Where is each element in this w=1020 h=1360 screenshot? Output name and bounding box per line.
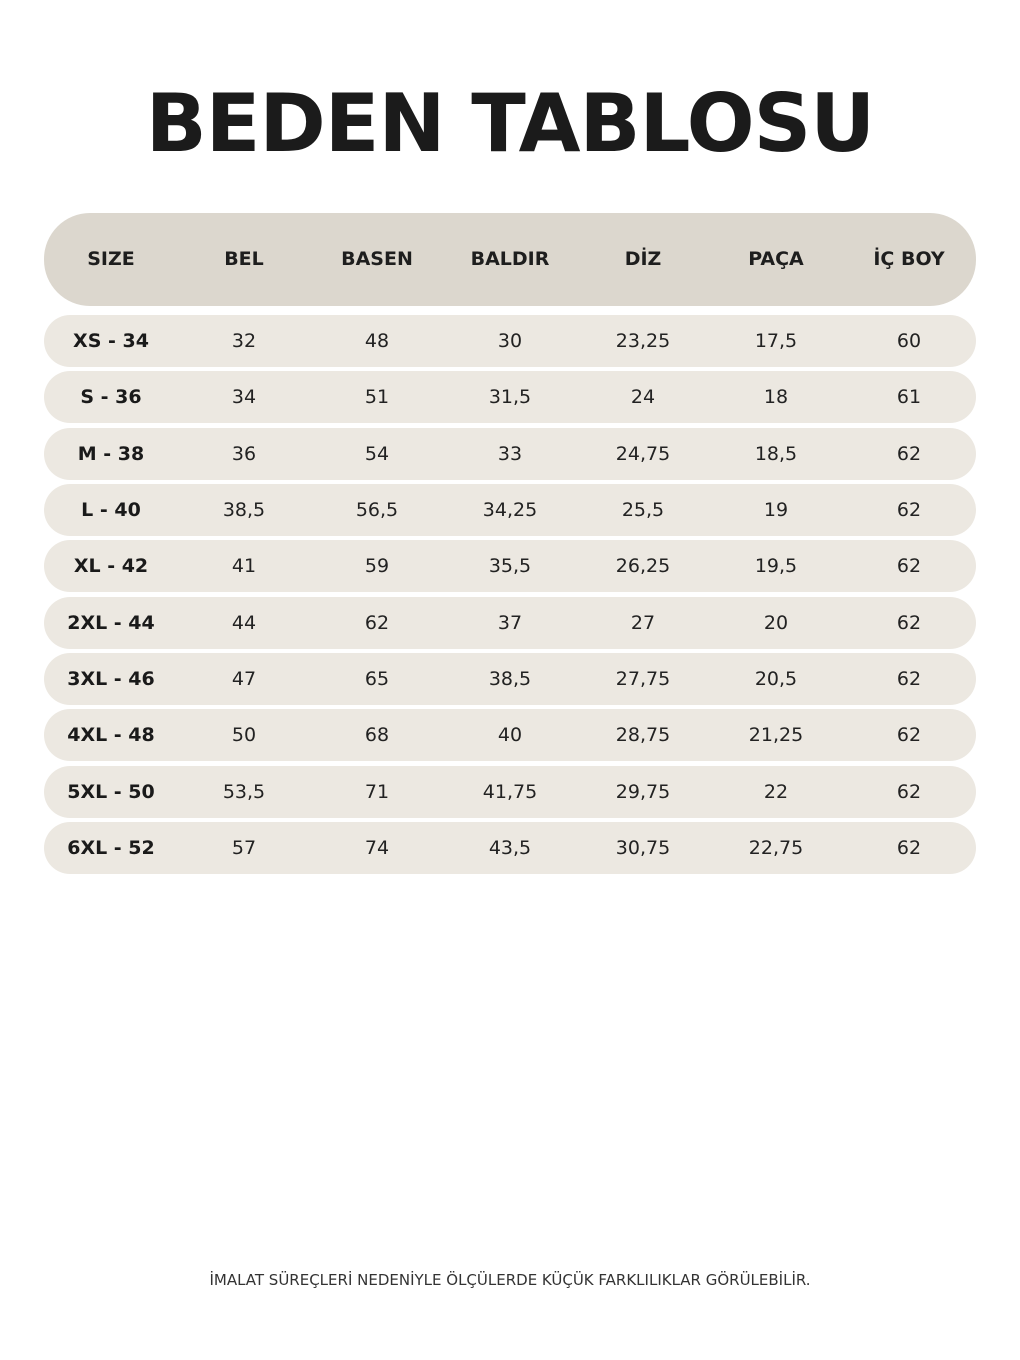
cell-baldir: 38,5 [488,668,532,690]
header-size: SIZE [87,248,135,270]
cell-bel: 44 [231,612,257,634]
cell-bel: 36 [231,443,257,465]
cell-diz: 24 [630,386,656,408]
cell-size: 5XL - 50 [67,781,155,803]
cell-diz: 23,25 [615,330,671,352]
cell-diz: 29,75 [615,781,671,803]
cell-ic-boy: 62 [896,837,922,859]
page-title: BEDEN TABLOSU [145,77,875,170]
cell-paca: 19 [763,499,789,521]
cell-size: M - 38 [77,443,145,465]
cell-ic-boy: 62 [896,781,922,803]
cell-ic-boy: 62 [896,499,922,521]
cell-size: 3XL - 46 [67,668,155,690]
header-baldir: BALDIR [470,248,550,270]
cell-baldir: 40 [497,724,523,746]
cell-ic-boy: 60 [896,330,922,352]
cell-baldir: 43,5 [488,837,532,859]
cell-baldir: 31,5 [488,386,532,408]
cell-size: L - 40 [81,499,141,521]
table-row [44,653,976,705]
cell-basen: 59 [364,555,390,577]
cell-bel: 38,5 [222,499,266,521]
cell-paca: 18 [763,386,789,408]
cell-size: 6XL - 52 [67,837,155,859]
cell-paca: 17,5 [754,330,798,352]
cell-diz: 28,75 [615,724,671,746]
cell-baldir: 41,75 [482,781,538,803]
cell-diz: 30,75 [615,837,671,859]
cell-paca: 20,5 [754,668,798,690]
cell-paca: 22,75 [748,837,804,859]
cell-basen: 74 [364,837,390,859]
cell-size: 4XL - 48 [67,724,155,746]
table-row [44,428,976,480]
cell-bel: 57 [231,837,257,859]
table-row [44,597,976,649]
header-ic-boy: İÇ BOY [873,248,945,270]
cell-baldir: 30 [497,330,523,352]
cell-ic-boy: 62 [896,555,922,577]
header-paca: PAÇA [748,248,804,270]
cell-diz: 24,75 [615,443,671,465]
cell-basen: 65 [364,668,390,690]
cell-size: XL - 42 [73,555,149,577]
cell-ic-boy: 62 [896,668,922,690]
cell-diz: 26,25 [615,555,671,577]
table-header [44,213,976,306]
table-row [44,315,976,367]
header-basen: BASEN [341,248,413,270]
cell-basen: 68 [364,724,390,746]
cell-size: XS - 34 [73,330,149,352]
cell-basen: 56,5 [355,499,399,521]
cell-bel: 47 [231,668,257,690]
footnote: İMALAT SÜREÇLERİ NEDENİYLE ÖLÇÜLERDE KÜÇÜK FARKLILIKLAR GÖRÜLEBİLİR. [209,1271,811,1289]
cell-basen: 62 [364,612,390,634]
cell-basen: 71 [364,781,390,803]
cell-bel: 41 [231,555,257,577]
cell-paca: 19,5 [754,555,798,577]
table-row [44,822,976,874]
cell-basen: 54 [364,443,390,465]
cell-baldir: 37 [497,612,523,634]
table-row [44,484,976,536]
cell-size: 2XL - 44 [67,612,155,634]
cell-bel: 34 [231,386,257,408]
cell-baldir: 35,5 [488,555,532,577]
cell-ic-boy: 62 [896,443,922,465]
cell-baldir: 33 [497,443,523,465]
cell-paca: 22 [763,781,789,803]
cell-bel: 32 [231,330,257,352]
cell-diz: 27,75 [615,668,671,690]
cell-paca: 18,5 [754,443,798,465]
cell-basen: 48 [364,330,390,352]
header-diz: DİZ [624,248,662,270]
cell-diz: 27 [630,612,656,634]
cell-paca: 21,25 [748,724,804,746]
table-row [44,766,976,818]
cell-bel: 53,5 [222,781,266,803]
cell-ic-boy: 62 [896,612,922,634]
table-row [44,540,976,592]
cell-bel: 50 [231,724,257,746]
cell-paca: 20 [763,612,789,634]
table-row [44,371,976,423]
cell-diz: 25,5 [621,499,665,521]
cell-ic-boy: 62 [896,724,922,746]
cell-baldir: 34,25 [482,499,538,521]
header-bel: BEL [224,248,264,270]
cell-basen: 51 [364,386,390,408]
cell-size: S - 36 [80,386,142,408]
table-row [44,709,976,761]
cell-ic-boy: 61 [896,386,922,408]
